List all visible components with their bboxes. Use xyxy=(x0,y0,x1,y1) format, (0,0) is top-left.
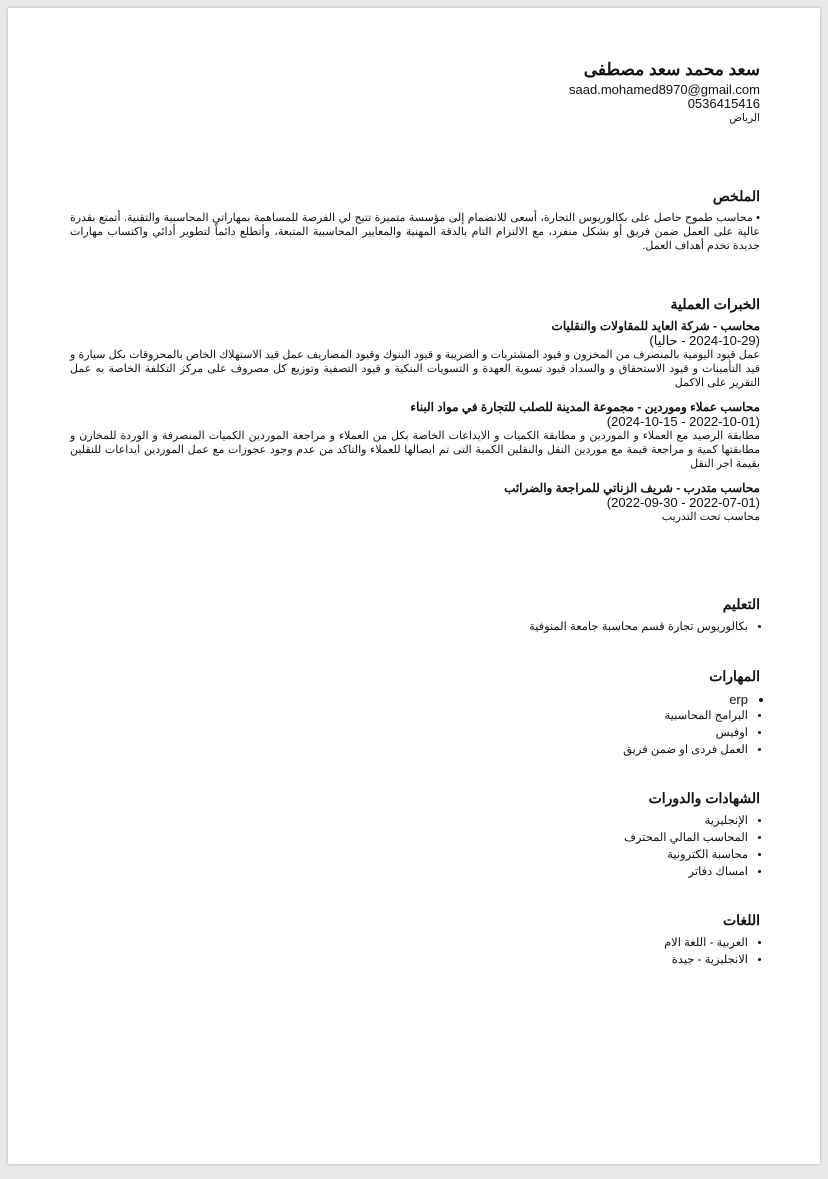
job-date: (2024-10-29 - حاليا) xyxy=(649,333,760,348)
list-item: • الإنجليزية xyxy=(70,813,748,830)
city: الرياض xyxy=(729,112,760,124)
job-description: مطابقة الرصيد مع العملاء و الموردين و مطابقة الكميات و الايداعات الخاصة بكل من العملاء و مراجعة الموردين الكميات المنصرفة و الوردة للمخازن و مطابقتها كمية و مراجعة قيمة مع موردين النقل والنقلين الكمية التى تم ايصالها للعملاء والتاكد من عدم وجود عجوزات مع عمل الموردين ايداعات للنقلين بقيمة اجر النقل xyxy=(70,430,760,470)
section-title: الخبرات العملية xyxy=(670,296,760,312)
list-item: • المحاسب المالي المحترف xyxy=(70,830,748,847)
job-date: (2022-10-01 - 2024-10-15) xyxy=(606,414,760,429)
list-item: • محاسبة الكترونية xyxy=(70,847,748,864)
job-title: محاسب عملاء وموردين - مجموعة المدينة للصلب للتجارة في مواد البناء xyxy=(410,400,760,414)
list-item: • اوفيس xyxy=(70,725,748,742)
list-item: • بكالوريوس تجارة قسم محاسبة جامعة المنوفية xyxy=(70,619,748,636)
experience-section xyxy=(70,296,760,534)
summary-text: • محاسب طموح حاصل على بكالوريوس التجارة، أسعى للانضمام إلى مؤسسة متميزة تتيح لي الفرصة للمساهمة بمهاراتي المحاسبية والتقنية. أتمتع بقدرة عالية على العمل ضمن فريق أو بشكل منفرد، مع الالتزام التام بالدقة المهنية والمعايير المحاسبية المتبعة، وأتطلع دائماً لتطوير أدائي واكتساب مهارات جديدة تخدم أهداف العمل. xyxy=(70,212,760,252)
list-item: • العمل فردى او ضمن فريق xyxy=(70,742,748,759)
job-title: محاسب - شركة العايد للمقاولات والنقليات xyxy=(551,319,760,333)
list-item: • امساك دفاتر xyxy=(70,864,748,881)
education-section xyxy=(70,596,760,636)
section-title: اللغات xyxy=(723,912,760,928)
certifications-section xyxy=(70,790,760,881)
job-description: عمل قيود اليومية بالمنصرف من المخزون و قيود المشتريات و الضريبة و قيود البنوك وقيود المصاريف عمل قيد الاستهلاك الخاص بالمحروقات بكل سيارة و قيد التأمينات و قيود الاستحقاق و والسداد قيود تسوية العهدة و التسويات البنكية و قيود التصفية وتوزيع كل مصروف على مركز التكلفة الخاصة به عمل التقرير على الاكمل xyxy=(70,349,760,389)
job-entry xyxy=(70,319,760,390)
header xyxy=(70,60,760,125)
skills-section xyxy=(70,668,760,759)
job-entry xyxy=(70,400,760,471)
candidate-name: سعد محمد سعد مصطفى xyxy=(583,60,760,79)
list-item: • البرامج المحاسبية xyxy=(70,708,748,725)
list-item: • العربية - اللغة الام xyxy=(70,935,748,952)
list-item: • الانجليزية - جيدة xyxy=(70,952,748,969)
job-description: محاسب تحت التدريب xyxy=(661,511,760,523)
languages-section xyxy=(70,912,760,969)
job-entry xyxy=(70,481,760,524)
phone: 0536415416 xyxy=(687,96,760,111)
section-title: الشهادات والدورات xyxy=(648,790,760,806)
job-title: محاسب متدرب - شريف الزناتي للمراجعة والضرائب xyxy=(504,481,760,495)
section-title: المهارات xyxy=(709,668,760,684)
resume-page xyxy=(8,8,820,1164)
section-title: الملخص xyxy=(712,188,760,204)
job-date: (2022-07-01 - 2022-09-30) xyxy=(606,495,760,510)
summary-section xyxy=(70,188,760,253)
list-item: • erp xyxy=(70,691,748,708)
section-title: التعليم xyxy=(722,596,760,612)
email: saad.mohamed8970@gmail.com xyxy=(569,82,760,97)
